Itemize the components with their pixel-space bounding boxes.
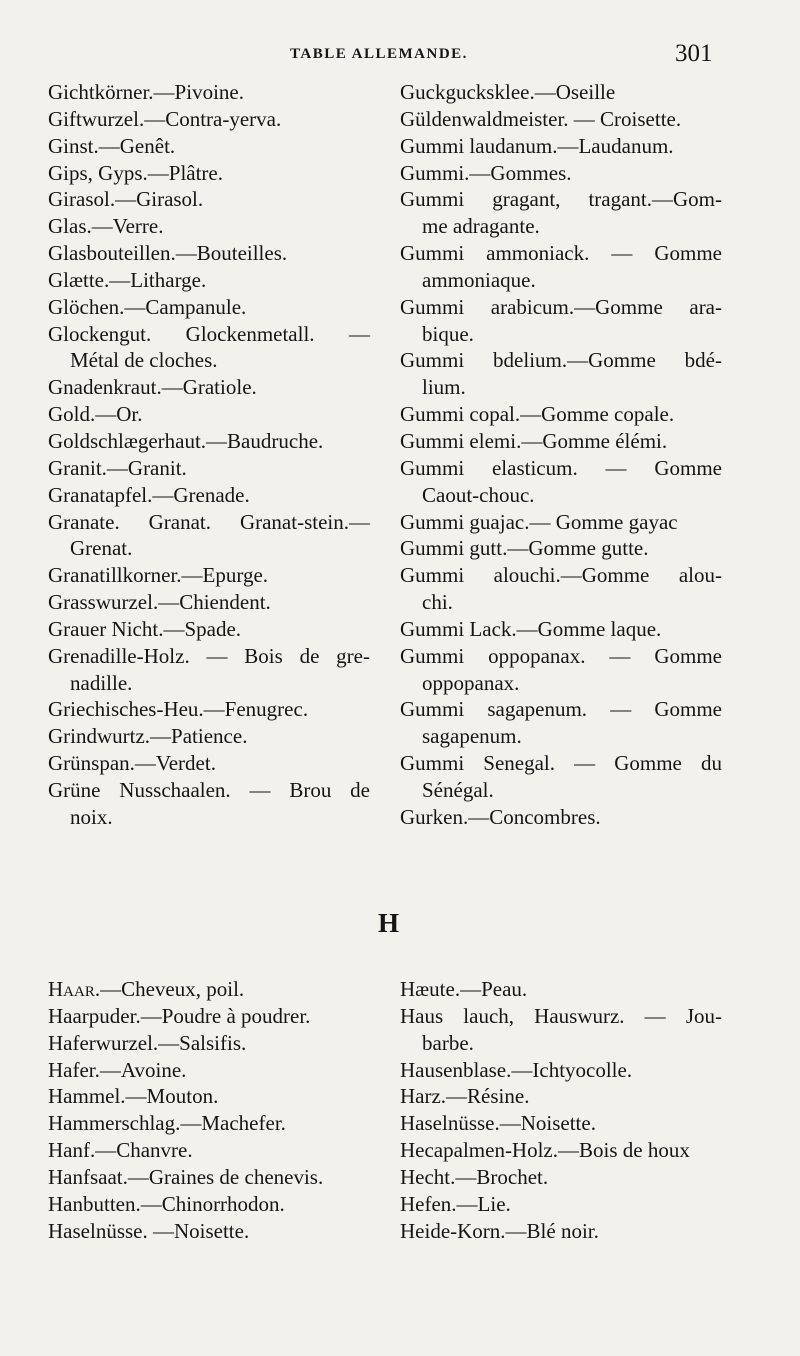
entry-line — [48, 616, 370, 643]
dictionary-entry — [400, 616, 722, 643]
entry-text: Granit.—Granit. — [48, 455, 187, 480]
entry-line — [48, 1110, 370, 1137]
entry-text: Harz.—Résine. — [400, 1084, 530, 1109]
entry-line — [400, 79, 722, 106]
entry-line — [48, 106, 370, 133]
entry-text: Hammel.—Mouton. — [48, 1084, 219, 1109]
entry-text: Gummi elemi.—Gomme élémi. — [400, 428, 668, 453]
entry-line — [400, 401, 722, 428]
dictionary-entry — [400, 1218, 722, 1245]
dictionary-entry — [400, 240, 722, 294]
entry-continuation: sagapenum. — [422, 724, 522, 749]
dictionary-entry — [48, 696, 370, 723]
entry-line — [400, 428, 722, 455]
entry-text: Gummi sagapenum. — Gomme — [400, 697, 722, 722]
entry-text: Girasol.—Girasol. — [48, 187, 204, 212]
entry-text: Gold.—Or. — [48, 402, 143, 427]
entry-text: Haferwurzel.—Salsifis. — [48, 1030, 247, 1055]
entry-line — [48, 1003, 370, 1030]
entry-line — [48, 1218, 370, 1245]
dictionary-entry — [400, 294, 722, 348]
dictionary-entry — [48, 374, 370, 401]
entry-line — [400, 160, 722, 187]
entry-text: Goldschlægerhaut.—Baudruche. — [48, 428, 324, 453]
entry-continuation: barbe. — [422, 1030, 474, 1055]
entry-text: .—Cheveux, poil. — [94, 977, 245, 1001]
entry-line — [48, 1191, 370, 1218]
g-right-column — [400, 79, 722, 831]
entry-line — [48, 294, 370, 321]
entry-text: Grüne Nusschaalen. — Brou de — [48, 777, 370, 802]
entry-text: Ginst.—Genêt. — [48, 133, 176, 158]
entry-text: Hecapalmen-Holz.—Bois de houx — [400, 1138, 690, 1163]
entry-line — [400, 294, 722, 321]
dictionary-entry — [48, 186, 370, 213]
entry-line — [48, 374, 370, 401]
entry-continuation: nadille. — [70, 670, 133, 695]
entry-headword: Haar — [48, 977, 95, 1001]
entry-text: Hanfsaat.—Graines de chenevis. — [48, 1164, 324, 1189]
dictionary-entry — [400, 976, 722, 1003]
entry-text: Grindwurtz.—Patience. — [48, 724, 248, 749]
entry-line — [400, 347, 722, 374]
entry-line — [400, 535, 722, 562]
entry-line — [48, 1164, 370, 1191]
entry-text: Haarpuder.—Poudre à poudrer. — [48, 1003, 311, 1028]
entry-line — [48, 133, 370, 160]
entry-text: Gummi arabicum.—Gomme ara- — [400, 294, 722, 319]
entry-line — [400, 750, 722, 777]
entry-continuation: Sénégal. — [422, 777, 494, 802]
entry-text: Haselnüsse. —Noisette. — [48, 1218, 250, 1243]
entry-text: Gummi elasticum. — Gomme — [400, 455, 722, 480]
entry-line — [400, 1191, 722, 1218]
running-head: TABLE ALLEMANDE. — [290, 46, 468, 62]
entry-text: Hammerschlag.—Machefer. — [48, 1111, 286, 1136]
entry-text: Glockengut. Glockenmetall. — — [48, 321, 370, 346]
entry-line — [48, 160, 370, 187]
entry-text: Gurken.—Concombres. — [400, 804, 601, 829]
entry-text: Gummi Senegal. — Gomme du — [400, 751, 722, 776]
entry-text: Grünspan.—Verdet. — [48, 751, 216, 776]
entry-line — [48, 750, 370, 777]
dictionary-entry — [48, 160, 370, 187]
entry-line — [400, 186, 722, 213]
dictionary-entry — [48, 321, 370, 375]
entry-line — [400, 1137, 722, 1164]
entry-text: Granatapfel.—Grenade. — [48, 482, 250, 507]
dictionary-entry — [400, 1083, 722, 1110]
dictionary-entry — [400, 428, 722, 455]
entry-text: Haus lauch, Hauswurz. — Jou- — [400, 1003, 722, 1028]
dictionary-entry — [48, 455, 370, 482]
entry-line — [400, 1083, 722, 1110]
entry-text: Hæute.—Peau. — [400, 977, 528, 1001]
entry-text: Giftwurzel.—Contra-yerva. — [48, 106, 282, 131]
dictionary-entry — [48, 1164, 370, 1191]
entry-continuation: Métal de cloches. — [70, 348, 218, 373]
entry-text: Gummi laudanum.—Laudanum. — [400, 133, 674, 158]
dictionary-entry — [400, 804, 722, 831]
dictionary-entry — [400, 696, 722, 750]
entry-text: Granate. Granat. Granat-stein.— — [48, 509, 370, 534]
entry-text: Gummi bdelium.—Gomme bdé- — [400, 348, 722, 373]
dictionary-entry — [48, 1110, 370, 1137]
dictionary-entry — [48, 213, 370, 240]
entry-text: Gummi ammoniack. — Gomme — [400, 241, 722, 266]
dictionary-entry — [400, 1003, 722, 1057]
dictionary-entry — [48, 401, 370, 428]
entry-line — [48, 1030, 370, 1057]
entry-text: Gips, Gyps.—Plâtre. — [48, 160, 223, 185]
dictionary-entry — [48, 616, 370, 643]
entry-continuation: me adragante. — [422, 214, 540, 239]
entry-line — [48, 186, 370, 213]
entry-text: Grauer Nicht.—Spade. — [48, 616, 242, 641]
dictionary-entry — [48, 1057, 370, 1084]
entry-text: Gummi copal.—Gomme copale. — [400, 402, 675, 427]
entry-text: Guckgucksklee.—Oseille — [400, 80, 616, 104]
entry-text: Glasbouteillen.—Bouteilles. — [48, 241, 288, 266]
entry-text: Gummi oppopanax. — Gomme — [400, 643, 722, 668]
entry-text: Haselnüsse.—Noisette. — [400, 1111, 596, 1136]
entry-text: Glas.—Verre. — [48, 214, 164, 239]
entry-line — [400, 1003, 722, 1030]
entry-line — [48, 1083, 370, 1110]
dictionary-entry — [48, 1137, 370, 1164]
dictionary-entry — [400, 562, 722, 616]
entry-line — [400, 1110, 722, 1137]
dictionary-entry — [400, 160, 722, 187]
entry-line — [400, 696, 722, 723]
entry-line — [400, 1057, 722, 1084]
entry-line — [48, 643, 370, 670]
entry-text: Glætte.—Litharge. — [48, 267, 207, 292]
entry-text: Gummi gragant, tragant.—Gom- — [400, 187, 722, 212]
entry-line — [48, 213, 370, 240]
dictionary-entry — [48, 643, 370, 697]
entry-text: Hafer.—Avoine. — [48, 1057, 187, 1082]
dictionary-entry — [48, 777, 370, 831]
entry-continuation: noix. — [70, 804, 113, 829]
dictionary-entry — [48, 106, 370, 133]
dictionary-entry — [48, 589, 370, 616]
entry-line — [48, 1057, 370, 1084]
entry-text: Hecht.—Brochet. — [400, 1164, 549, 1189]
entry-line — [400, 240, 722, 267]
entry-line — [48, 589, 370, 616]
dictionary-entry — [400, 750, 722, 804]
entry-text: Hefen.—Lie. — [400, 1191, 511, 1216]
entry-text: Hanf.—Chanvre. — [48, 1138, 193, 1163]
entry-line — [48, 79, 370, 106]
dictionary-entry — [400, 1057, 722, 1084]
entry-text: Gummi alouchi.—Gomme alou- — [400, 563, 722, 588]
entry-line — [48, 562, 370, 589]
dictionary-entry — [400, 186, 722, 240]
entry-text: Gummi Lack.—Gomme laque. — [400, 616, 662, 641]
dictionary-entry — [48, 482, 370, 509]
dictionary-entry — [400, 1110, 722, 1137]
entry-line — [48, 401, 370, 428]
dictionary-entry — [400, 1137, 722, 1164]
entry-line — [48, 455, 370, 482]
entry-continuation: oppopanax. — [422, 670, 520, 695]
dictionary-entry — [48, 133, 370, 160]
dictionary-entry — [48, 1191, 370, 1218]
dictionary-entry — [48, 509, 370, 563]
page-number: 301 — [675, 40, 713, 67]
entry-continuation: Grenat. — [70, 536, 133, 561]
dictionary-entry — [400, 1164, 722, 1191]
dictionary-entry — [400, 509, 722, 536]
dictionary-entry — [400, 455, 722, 509]
entry-line — [48, 267, 370, 294]
entry-line — [48, 777, 370, 804]
dictionary-entry — [48, 240, 370, 267]
entry-line — [48, 976, 370, 1003]
section-letter-h: H — [378, 908, 400, 938]
dictionary-entry — [48, 1030, 370, 1057]
entry-text: Heide-Korn.—Blé noir. — [400, 1218, 599, 1243]
entry-line — [400, 616, 722, 643]
entry-line — [48, 321, 370, 348]
entry-line — [400, 643, 722, 670]
entry-text: Gummi gutt.—Gomme gutte. — [400, 536, 649, 561]
entry-line — [48, 696, 370, 723]
dictionary-entry — [48, 79, 370, 106]
entry-line — [48, 428, 370, 455]
entry-text: Gnadenkraut.—Gratiole. — [48, 375, 257, 400]
dictionary-entry — [400, 347, 722, 401]
dictionary-entry — [400, 106, 722, 133]
dictionary-entry — [48, 1003, 370, 1030]
dictionary-entry — [400, 1191, 722, 1218]
dictionary-entry — [48, 723, 370, 750]
entry-line — [400, 976, 722, 1003]
entry-text: Gummi guajac.— Gomme gayac — [400, 509, 678, 534]
dictionary-entry — [400, 133, 722, 160]
entry-line — [400, 106, 722, 133]
g-left-column — [48, 79, 370, 831]
entry-text: Güldenwaldmeister. — Croisette. — [400, 106, 682, 131]
entry-line — [400, 562, 722, 589]
entry-continuation: ammoniaque. — [422, 267, 536, 292]
h-left-column — [48, 976, 370, 1244]
h-right-column — [400, 976, 722, 1244]
entry-line — [400, 1164, 722, 1191]
entry-line — [48, 482, 370, 509]
entry-line — [48, 240, 370, 267]
entry-text: Griechisches-Heu.—Fenugrec. — [48, 697, 309, 722]
entry-continuation: bique. — [422, 321, 474, 346]
dictionary-entry — [48, 976, 370, 1003]
dictionary-entry — [48, 428, 370, 455]
entry-line — [400, 133, 722, 160]
entry-line — [48, 509, 370, 536]
entry-line — [400, 455, 722, 482]
dictionary-entry — [48, 750, 370, 777]
entry-line — [400, 509, 722, 536]
entry-text: Gichtkörner.—Pivoine. — [48, 80, 244, 104]
entry-continuation: Caout-chouc. — [422, 482, 535, 507]
dictionary-entry — [400, 79, 722, 106]
entry-line — [48, 1137, 370, 1164]
entry-text: Grenadille-Holz. — Bois de gre- — [48, 643, 370, 668]
dictionary-entry — [400, 643, 722, 697]
entry-continuation: lium. — [422, 375, 466, 400]
dictionary-entry — [400, 401, 722, 428]
dictionary-entry — [48, 1083, 370, 1110]
dictionary-entry — [48, 294, 370, 321]
entry-text: Gummi.—Gommes. — [400, 160, 572, 185]
entry-text: Hausenblase.—Ichtyocolle. — [400, 1057, 633, 1082]
entry-text: Granatillkorner.—Epurge. — [48, 563, 269, 588]
entry-line — [48, 723, 370, 750]
dictionary-entry — [48, 1218, 370, 1245]
entry-continuation: chi. — [422, 590, 453, 615]
entry-text: Grasswurzel.—Chiendent. — [48, 590, 271, 615]
dictionary-entry — [48, 562, 370, 589]
entry-line — [400, 804, 722, 831]
entry-text: Glöchen.—Campanule. — [48, 294, 247, 319]
dictionary-entry — [400, 535, 722, 562]
entry-text: Hanbutten.—Chinorrhodon. — [48, 1191, 285, 1216]
dictionary-entry — [48, 267, 370, 294]
entry-line — [400, 1218, 722, 1245]
